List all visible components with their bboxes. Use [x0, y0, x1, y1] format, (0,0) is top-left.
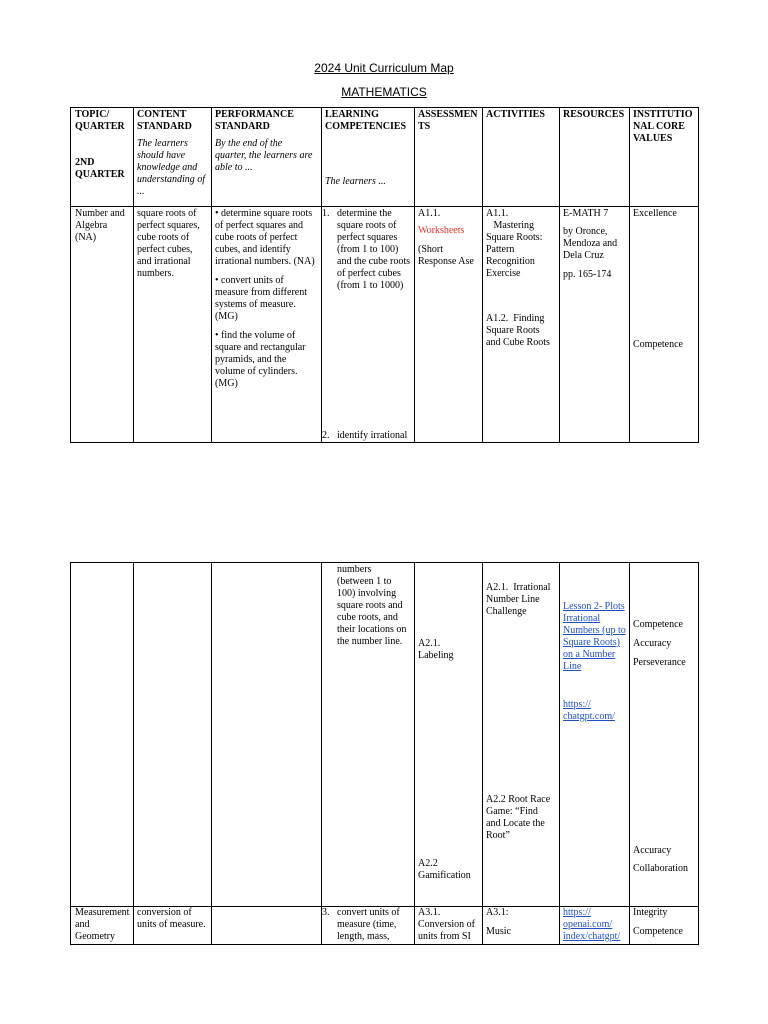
performance-standard-3: • find the volume of square and rectangular pyramids, and the volume of cylinders. (MG) [215, 330, 306, 389]
competency-3: convert units of measure (time, length, mass, [337, 907, 400, 942]
header-core-values: INSTITUTIO NAL CORE VALUES [633, 109, 693, 144]
header-learning-sub: The learners ... [325, 176, 386, 187]
lesson-2-link[interactable]: Lesson 2- Plots Irrational Numbers (up to Square Roots) on a Number Line [563, 601, 626, 672]
value-integrity: Integrity [633, 907, 668, 918]
activity-code-a3-1: A3.1: [486, 907, 509, 918]
openai-link[interactable]: https:// openai.com/ index/chatgpt/ [563, 907, 621, 942]
performance-standard-2: • convert units of measure from different systems of measure. (MG) [215, 275, 307, 322]
chatgpt-link[interactable]: https:// chatgpt.com/ [563, 699, 615, 722]
worksheets-link[interactable]: Worksheets [418, 225, 465, 236]
assessment-a2-2: A2.2 Gamification [418, 858, 471, 881]
value-perseverance: Perseverance [633, 657, 686, 668]
competency-number-3: 3. [322, 907, 330, 918]
subject-title: MATHEMATICS [341, 85, 427, 99]
header-performance-sub: By the end of the quarter, the learners are able to ... [215, 138, 313, 173]
header-quarter: 2ND QUARTER [75, 157, 125, 180]
header-learning-competencies: LEARNING COMPETENCIES [325, 109, 407, 132]
curriculum-table-page-2 [70, 562, 699, 945]
activity-music: Music [486, 926, 511, 937]
activity-a2-1: A2.1. Irrational Number Line Challenge [486, 582, 551, 617]
topic-number-algebra: Number and Algebra (NA) [75, 208, 125, 243]
activity-a1-2: A1.2. Finding Square Roots and Cube Roots [486, 313, 550, 348]
header-activities: ACTIVITIES [486, 109, 545, 120]
value-competence: Competence [633, 339, 683, 350]
header-resources: RESOURCES [563, 109, 625, 120]
content-standard-roots: square roots of perfect squares, cube roots of perfect cubes, and irrational numbers. [137, 208, 200, 279]
value-accuracy-2: Accuracy [633, 845, 672, 856]
assessment-a2-1: A2.1. Labeling [418, 638, 454, 661]
resource-authors: by Oronce, Mendoza and Dela Cruz [563, 226, 618, 261]
competency-number-2: 2. [322, 430, 330, 441]
activity-a1-1: A1.1. Mastering Square Roots: Pattern Recognition Exercise [486, 208, 543, 279]
header-performance-standard: PERFORMANCE STANDARD [215, 109, 294, 132]
value-accuracy: Accuracy [633, 638, 672, 649]
assessment-a3-1: A3.1. Conversion of units from SI [418, 907, 475, 942]
competency-1: determine the square roots of perfect squares (from 1 to 100) and the cube roots of perfect cubes (from 1 to 1000) [337, 208, 411, 291]
assessment-code-a1-1: A1.1. [418, 208, 441, 219]
value-competence-2: Competence [633, 619, 683, 630]
header-content-standard: CONTENT STANDARD [137, 109, 192, 132]
competency-2-continued: numbers (between 1 to 100) involving square roots and cube roots, and their locations on the number line. [337, 564, 407, 647]
header-topic: TOPIC/ QUARTER [75, 109, 125, 132]
resource-pages: pp. 165-174 [563, 269, 612, 280]
document-title: 2024 Unit Curriculum Map [314, 61, 454, 75]
value-collaboration: Collaboration [633, 863, 688, 874]
header-assessments: ASSESSMEN TS [418, 109, 478, 132]
resource-book-title: E-MATH 7 [563, 208, 609, 219]
curriculum-table-page-1 [70, 107, 699, 443]
activity-a2-2: A2.2 Root Race Game: “Find and Locate the Root” [486, 794, 551, 841]
content-standard-conversion: conversion of units of measure. [137, 907, 206, 930]
topic-measurement-geometry: Measurement and Geometry [75, 907, 130, 942]
competency-2: identify irrational [337, 430, 408, 441]
assessment-note: (Short Response Ase [418, 244, 474, 267]
value-competence-3: Competence [633, 926, 683, 937]
performance-standard-1: • determine square roots of perfect squares and cube roots of perfect cubes, and identify irrational numbers. (NA) [215, 208, 315, 267]
value-excellence: Excellence [633, 208, 677, 219]
competency-number-1: 1. [322, 208, 330, 219]
header-content-sub: The learners should have knowledge and understanding of ... [137, 138, 206, 197]
